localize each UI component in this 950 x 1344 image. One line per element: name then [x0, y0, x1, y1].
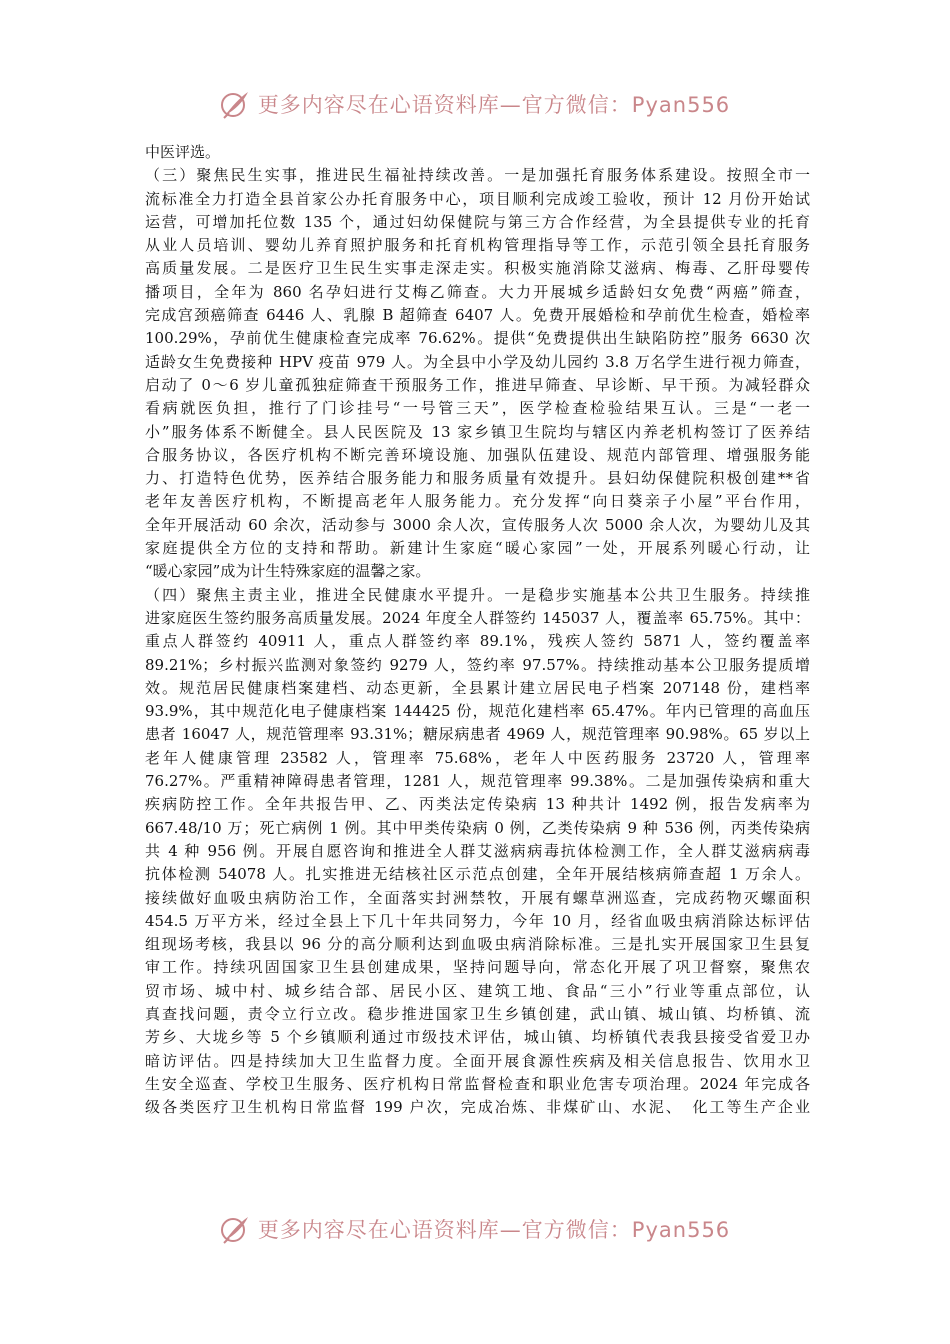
- document-body: [145, 141, 810, 1119]
- text-line: 效。规范居民健康档案建档、动态更新，全县累计建立居民电子档案 207148 份，建档率: [145, 678, 810, 697]
- text-line: 重点人群签约 40911 人，重点人群签约率 89.1%，残疾人签约 5871 人，签约覆盖率: [145, 632, 810, 651]
- quill-logo-icon: [220, 89, 250, 119]
- text-line: “暖心家园”成为计生特殊家庭的温馨之家。: [145, 562, 431, 581]
- watermark-text: 更多内容尽在心语资料库—官方微信：Pyan556: [257, 1218, 731, 1242]
- text-line: 播项目，全年为 860 名孕妇进行艾梅乙筛查。大力开展城乡适龄妇女免费“两癌”筛查，: [145, 282, 810, 301]
- text-line: 接续做好血吸虫病防治工作，全面落实封洲禁牧，开展有螺草洲巡查，完成药物灭螺面积: [145, 888, 810, 907]
- text-line: 共 4 种 956 例。开展自愿咨询和推进全人群艾滋病病毒抗体检测工作，全人群艾滋病病毒: [145, 841, 810, 860]
- text-line: 全年开展活动 60 余次，活动参与 3000 余人次，宣传服务人次 5000 余人次，为婴幼儿及其: [145, 515, 810, 534]
- text-line: 合服务协议，各医疗机构不断完善环境设施、加强队伍建设、规范内部管理、增强服务能: [145, 445, 810, 464]
- footer-watermark-banner: [0, 1207, 950, 1251]
- text-line: 组现场考核，我县以 96 分的高分顺利达到血吸虫病消除标准。三是扎实开展国家卫生县复: [145, 935, 810, 954]
- text-line: 76.27%。严重精神障碍患者管理，1281 人，规范管理率 99.38%。二是加强传染病和重大: [145, 772, 810, 791]
- watermark-text: 更多内容尽在心语资料库—官方微信：Pyan556: [257, 93, 731, 117]
- text-line: 老年人健康管理 23582 人，管理率 75.68%，老年人中医药服务 23720 人，管理率: [145, 748, 810, 767]
- text-line: 生安全巡查、学校卫生服务、医疗机构日常监督检查和职业危害专项治理。2024 年完成各: [145, 1074, 810, 1093]
- text-line: 级各类医疗卫生机构日常监督 199 户次，完成冶炼、非煤矿山、水泥、 化工等生产企业: [145, 1098, 810, 1117]
- text-line: 家庭提供全方位的支持和帮助。新建计生家庭“暖心家园”一处，开展系列暖心行动，让: [145, 539, 810, 558]
- text-line: 力、打造特色优势，医养结合服务能力和服务质量有效提升。县妇幼保健院积极创建**省: [145, 469, 810, 488]
- text-line: 运营，可增加托位数 135 个，通过妇幼保健院与第三方合作经营，为全县提供专业的托育: [145, 212, 810, 231]
- text-line: 进家庭医生签约服务高质量发展。2024 年度全人群签约 145037 人，覆盖率 65.75%。其中：: [145, 608, 810, 627]
- text-line: 贸市场、城中村、城乡结合部、居民小区、建筑工地、食品“三小”行业等重点部位，认: [145, 981, 810, 1000]
- text-line: 启动了 0～6 岁儿童孤独症筛查干预服务工作，推进早筛查、早诊断、早干预。为减轻群众: [145, 375, 810, 394]
- text-line: （四）聚焦主责主业，推进全民健康水平提升。一是稳步实施基本公共卫生服务。持续推: [145, 585, 810, 604]
- text-line: 小”服务体系不断健全。县人民医院及 13 家乡镇卫生院均与辖区内养老机构签订了医养结: [145, 422, 810, 441]
- text-line: 454.5 万平方米，经过全县上下几十年共同努力，今年 10 月，经省血吸虫病消除达标评估: [145, 911, 810, 930]
- quill-logo-icon: [220, 1214, 250, 1244]
- text-line: 看病就医负担，推行了门诊挂号“一号管三天”，医学检查检验结果互认。三是“一老一: [145, 399, 810, 418]
- text-line: 真查找问题，责令立行立改。稳步推进国家卫生乡镇创建，武山镇、城山镇、均桥镇、流: [145, 1004, 810, 1023]
- text-line: 适龄女生免费接种 HPV 疫苗 979 人。为全县中小学及幼儿园约 3.8 万名学生进行视力筛查，: [145, 352, 810, 371]
- text-line: 100.29%，孕前优生健康检查完成率 76.62%。提供“免费提供出生缺陷防控”服务 6630 次: [145, 329, 810, 348]
- text-line: 完成宫颈癌筛查 6446 人、乳腺 B 超筛查 6407 人。免费开展婚检和孕前优生检查，婚检率: [145, 306, 810, 325]
- text-line: 审工作。持续巩固国家卫生县创建成果，坚持问题导向，常态化开展了巩卫督察，聚焦农: [145, 958, 810, 977]
- text-line: 流标准全力打造全县首家公办托育服务中心，项目顺利完成竣工验收，预计 12 月份开始试: [145, 189, 810, 208]
- text-line: 芳乡、大垅乡等 5 个乡镇顺利通过市级技术评估，城山镇、均桥镇代表我县接受省爱卫办: [145, 1028, 810, 1047]
- text-line: 暗访评估。四是持续加大卫生监督力度。全面开展食源性疾病及相关信息报告、饮用水卫: [145, 1051, 810, 1070]
- text-line: 高质量发展。二是医疗卫生民生实事走深走实。积极实施消除艾滋病、梅毒、乙肝母婴传: [145, 259, 810, 278]
- text-line: 抗体检测 54078 人。扎实推进无结核社区示范点创建，全年开展结核病筛查超 1 万余人。: [145, 865, 810, 884]
- text-line: （三）聚焦民生实事，推进民生福祉持续改善。一是加强托育服务体系建设。按照全市一: [145, 166, 810, 185]
- text-line: 93.9%，其中规范化电子健康档案 144425 份，规范化建档率 65.47%。年内已管理的高血压: [145, 702, 810, 721]
- text-line: 从业人员培训、婴幼儿养育照护服务和托育机构管理指导等工作，示范引领全县托育服务: [145, 236, 810, 255]
- text-line: 疾病防控工作。全年共报告甲、乙、丙类法定传染病 13 种共计 1492 例，报告发病率为: [145, 795, 810, 814]
- text-line: 89.21%；乡村振兴监测对象签约 9279 人，签约率 97.57%。持续推动基本公卫服务提质增: [145, 655, 810, 674]
- text-line: 667.48/10 万；死亡病例 1 例。其中甲类传染病 0 例，乙类传染病 9 种 536 例，丙类传染病: [145, 818, 810, 837]
- text-line: 患者 16047 人，规范管理率 93.31%；糖尿病患者 4969 人，规范管理率 90.98%。65 岁以上: [145, 725, 810, 744]
- text-line: 中医评选。: [145, 143, 221, 161]
- text-line: 老年友善医疗机构，不断提高老年人服务能力。充分发挥“向日葵亲子小屋”平台作用，: [145, 492, 810, 511]
- header-watermark-banner: [0, 82, 950, 126]
